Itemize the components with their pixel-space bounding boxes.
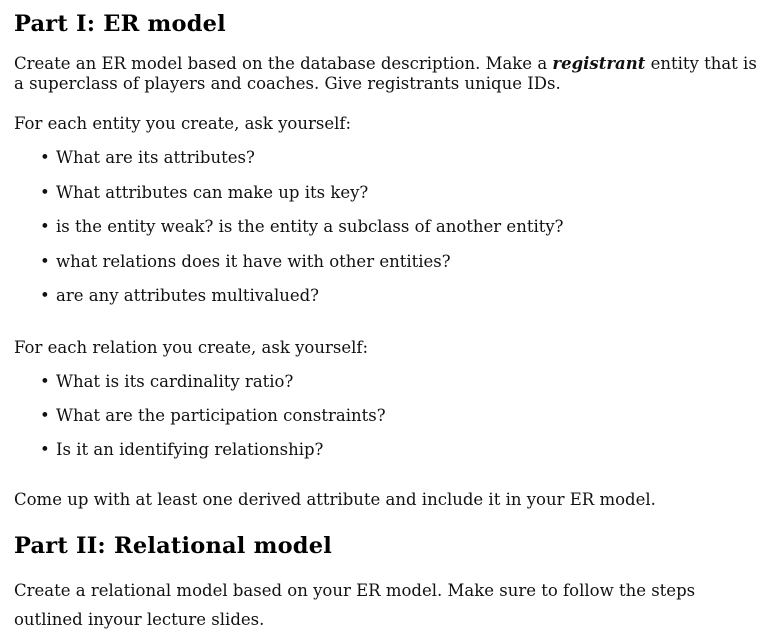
bullet-icon: • xyxy=(40,372,50,391)
bullet-icon: • xyxy=(40,286,50,305)
bullet-icon: • xyxy=(40,217,50,236)
part2-body: Create a relational model based on your ER model. Make sure to follow the steps outlined inyour lecture slides. xyxy=(14,581,696,629)
entity-question-list xyxy=(14,148,564,306)
list-item xyxy=(14,372,386,392)
bullet-icon: • xyxy=(40,440,50,459)
entity-question: What are its attributes? xyxy=(56,148,255,167)
entity-question: are any attributes multivalued? xyxy=(56,286,320,305)
bullet-icon: • xyxy=(40,182,50,202)
registrant-emphasis: registrant xyxy=(552,54,646,73)
part2-heading: Part II: Relational model xyxy=(14,533,332,559)
part1-heading: Part I: ER model xyxy=(14,11,226,37)
bullet-icon: • xyxy=(40,251,50,271)
part1-intro xyxy=(14,54,758,94)
list-item xyxy=(14,183,564,203)
intro-text-after: entity that is a superclass of players and coaches. Give registrants unique IDs. xyxy=(14,54,757,93)
bullet-icon: • xyxy=(40,148,50,167)
list-item xyxy=(14,217,564,237)
bullet-icon: • xyxy=(40,406,50,425)
entity-question: is the entity weak? is the entity a subclass of another entity? xyxy=(56,217,564,236)
relation-question-list xyxy=(14,372,386,460)
list-item xyxy=(14,440,386,460)
derived-attribute-note: Come up with at least one derived attribute and include it in your ER model. xyxy=(14,490,656,509)
relation-question: Is it an identifying relationship? xyxy=(56,440,324,459)
relation-question: What is its cardinality ratio? xyxy=(56,372,294,391)
entity-prompt: For each entity you create, ask yourself: xyxy=(14,114,352,133)
relation-question: What are the participation constraints? xyxy=(56,406,386,425)
list-item xyxy=(14,252,564,272)
list-item xyxy=(14,406,386,426)
entity-question: What attributes can make up its key? xyxy=(56,182,369,202)
intro-text-before: Create an ER model based on the database description. Make a xyxy=(14,54,553,73)
list-item xyxy=(14,148,564,168)
relation-prompt: For each relation you create, ask yourself: xyxy=(14,338,369,357)
entity-question: what relations does it have with other entities? xyxy=(56,251,451,271)
list-item xyxy=(14,286,564,306)
